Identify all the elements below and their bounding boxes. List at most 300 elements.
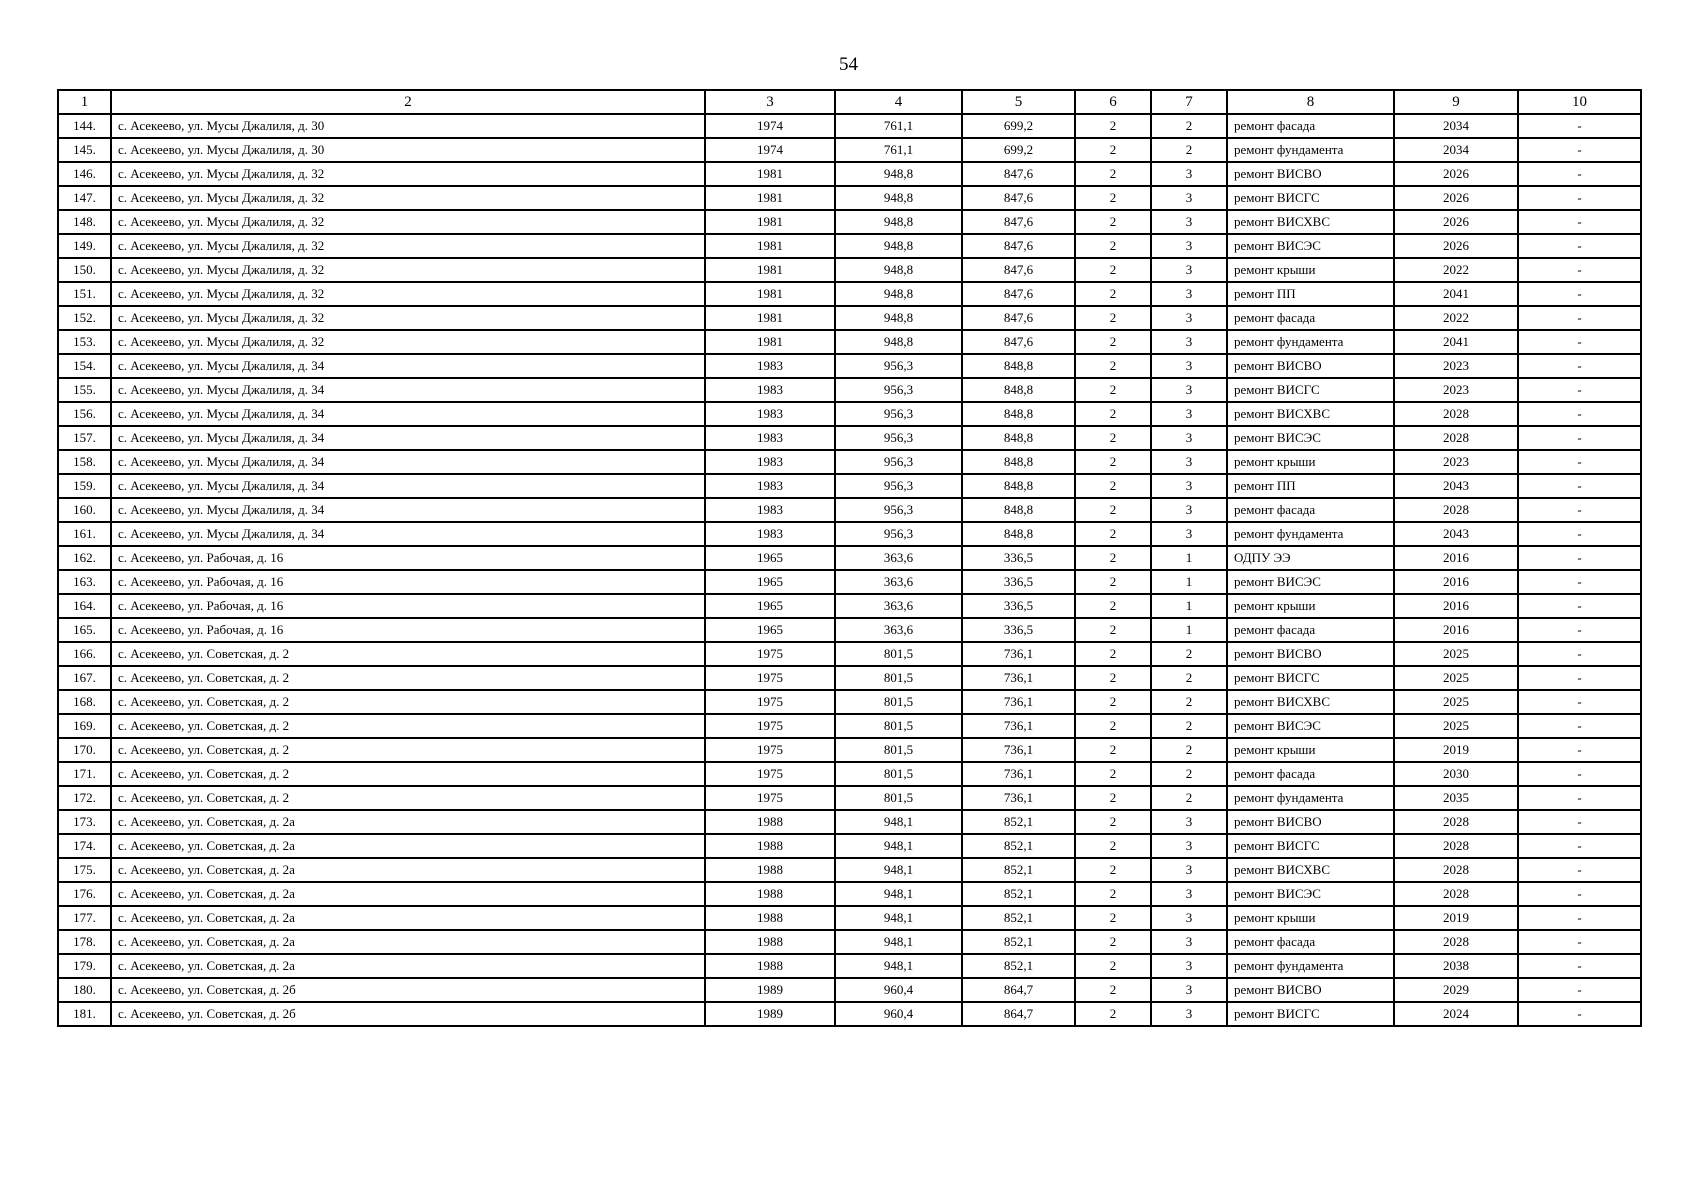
year-built-cell: 1983 (705, 498, 835, 522)
living-area-cell: 847,6 (962, 282, 1075, 306)
total-area-cell: 948,1 (835, 882, 962, 906)
living-area-cell: 699,2 (962, 114, 1075, 138)
row-number-cell: 165. (58, 618, 111, 642)
total-area-cell: 948,1 (835, 858, 962, 882)
planned-year-cell: 2028 (1394, 402, 1518, 426)
year-built-cell: 1975 (705, 786, 835, 810)
note-cell: - (1518, 258, 1641, 282)
living-area-cell: 848,8 (962, 522, 1075, 546)
table-row (58, 666, 1641, 690)
row-number-cell: 178. (58, 930, 111, 954)
living-area-cell: 852,1 (962, 882, 1075, 906)
column-header-8: 8 (1227, 90, 1394, 114)
row-number-cell: 169. (58, 714, 111, 738)
table-row (58, 522, 1641, 546)
planned-year-cell: 2028 (1394, 834, 1518, 858)
column-header-9: 9 (1394, 90, 1518, 114)
entrances-cell: 3 (1151, 474, 1227, 498)
living-area-cell: 736,1 (962, 762, 1075, 786)
work-type-cell: ремонт фундамента (1227, 954, 1394, 978)
address-cell: с. Асекеево, ул. Рабочая, д. 16 (111, 594, 705, 618)
living-area-cell: 336,5 (962, 594, 1075, 618)
floors-cell: 2 (1075, 690, 1151, 714)
total-area-cell: 960,4 (835, 1002, 962, 1026)
entrances-cell: 3 (1151, 1002, 1227, 1026)
note-cell: - (1518, 186, 1641, 210)
total-area-cell: 948,8 (835, 282, 962, 306)
total-area-cell: 956,3 (835, 402, 962, 426)
row-number-cell: 170. (58, 738, 111, 762)
table-row (58, 738, 1641, 762)
entrances-cell: 3 (1151, 954, 1227, 978)
floors-cell: 2 (1075, 930, 1151, 954)
row-number-cell: 150. (58, 258, 111, 282)
planned-year-cell: 2025 (1394, 714, 1518, 738)
note-cell: - (1518, 426, 1641, 450)
column-header-2: 2 (111, 90, 705, 114)
planned-year-cell: 2043 (1394, 474, 1518, 498)
work-type-cell: ремонт ВИСВО (1227, 354, 1394, 378)
planned-year-cell: 2016 (1394, 594, 1518, 618)
address-cell: с. Асекеево, ул. Мусы Джалиля, д. 30 (111, 138, 705, 162)
total-area-cell: 948,8 (835, 186, 962, 210)
floors-cell: 2 (1075, 186, 1151, 210)
floors-cell: 2 (1075, 834, 1151, 858)
row-number-cell: 145. (58, 138, 111, 162)
page-number: 54 (839, 54, 858, 75)
floors-cell: 2 (1075, 450, 1151, 474)
work-type-cell: ремонт ВИСЭС (1227, 426, 1394, 450)
work-type-cell: ремонт фасада (1227, 618, 1394, 642)
floors-cell: 2 (1075, 402, 1151, 426)
column-header-4: 4 (835, 90, 962, 114)
year-built-cell: 1975 (705, 714, 835, 738)
year-built-cell: 1981 (705, 282, 835, 306)
planned-year-cell: 2026 (1394, 162, 1518, 186)
living-area-cell: 852,1 (962, 930, 1075, 954)
year-built-cell: 1988 (705, 858, 835, 882)
year-built-cell: 1965 (705, 594, 835, 618)
address-cell: с. Асекеево, ул. Мусы Джалиля, д. 32 (111, 234, 705, 258)
work-type-cell: ремонт ВИСВО (1227, 162, 1394, 186)
total-area-cell: 948,8 (835, 162, 962, 186)
floors-cell: 2 (1075, 762, 1151, 786)
floors-cell: 2 (1075, 522, 1151, 546)
floors-cell: 2 (1075, 546, 1151, 570)
floors-cell: 2 (1075, 306, 1151, 330)
year-built-cell: 1975 (705, 642, 835, 666)
year-built-cell: 1965 (705, 546, 835, 570)
table-row (58, 282, 1641, 306)
address-cell: с. Асекеево, ул. Мусы Джалиля, д. 34 (111, 450, 705, 474)
floors-cell: 2 (1075, 474, 1151, 498)
living-area-cell: 847,6 (962, 330, 1075, 354)
entrances-cell: 3 (1151, 882, 1227, 906)
data-table (57, 89, 1642, 1027)
planned-year-cell: 2019 (1394, 738, 1518, 762)
row-number-cell: 162. (58, 546, 111, 570)
note-cell: - (1518, 234, 1641, 258)
entrances-cell: 2 (1151, 138, 1227, 162)
entrances-cell: 3 (1151, 186, 1227, 210)
address-cell: с. Асекеево, ул. Советская, д. 2б (111, 1002, 705, 1026)
entrances-cell: 3 (1151, 498, 1227, 522)
planned-year-cell: 2028 (1394, 930, 1518, 954)
entrances-cell: 2 (1151, 762, 1227, 786)
address-cell: с. Асекеево, ул. Советская, д. 2а (111, 906, 705, 930)
address-cell: с. Асекеево, ул. Мусы Джалиля, д. 34 (111, 402, 705, 426)
year-built-cell: 1983 (705, 354, 835, 378)
row-number-cell: 149. (58, 234, 111, 258)
entrances-cell: 2 (1151, 690, 1227, 714)
year-built-cell: 1981 (705, 330, 835, 354)
address-cell: с. Асекеево, ул. Мусы Джалиля, д. 34 (111, 354, 705, 378)
table-row (58, 306, 1641, 330)
year-built-cell: 1988 (705, 882, 835, 906)
living-area-cell: 699,2 (962, 138, 1075, 162)
work-type-cell: ремонт ВИСХВС (1227, 690, 1394, 714)
note-cell: - (1518, 690, 1641, 714)
note-cell: - (1518, 810, 1641, 834)
floors-cell: 2 (1075, 714, 1151, 738)
total-area-cell: 948,8 (835, 234, 962, 258)
entrances-cell: 3 (1151, 522, 1227, 546)
entrances-cell: 3 (1151, 810, 1227, 834)
row-number-cell: 179. (58, 954, 111, 978)
entrances-cell: 2 (1151, 714, 1227, 738)
year-built-cell: 1983 (705, 378, 835, 402)
note-cell: - (1518, 978, 1641, 1002)
work-type-cell: ремонт фасада (1227, 114, 1394, 138)
floors-cell: 2 (1075, 882, 1151, 906)
floors-cell: 2 (1075, 234, 1151, 258)
floors-cell: 2 (1075, 354, 1151, 378)
entrances-cell: 3 (1151, 378, 1227, 402)
row-number-cell: 147. (58, 186, 111, 210)
floors-cell: 2 (1075, 666, 1151, 690)
address-cell: с. Асекеево, ул. Советская, д. 2а (111, 834, 705, 858)
floors-cell: 2 (1075, 738, 1151, 762)
year-built-cell: 1988 (705, 906, 835, 930)
table-row (58, 642, 1641, 666)
column-header-6: 6 (1075, 90, 1151, 114)
table-row (58, 618, 1641, 642)
address-cell: с. Асекеево, ул. Советская, д. 2а (111, 930, 705, 954)
entrances-cell: 3 (1151, 330, 1227, 354)
address-cell: с. Асекеево, ул. Мусы Джалиля, д. 34 (111, 522, 705, 546)
address-cell: с. Асекеево, ул. Советская, д. 2 (111, 690, 705, 714)
year-built-cell: 1981 (705, 258, 835, 282)
living-area-cell: 864,7 (962, 1002, 1075, 1026)
planned-year-cell: 2024 (1394, 1002, 1518, 1026)
row-number-cell: 151. (58, 282, 111, 306)
address-cell: с. Асекеево, ул. Мусы Джалиля, д. 34 (111, 378, 705, 402)
living-area-cell: 848,8 (962, 402, 1075, 426)
note-cell: - (1518, 282, 1641, 306)
entrances-cell: 3 (1151, 834, 1227, 858)
floors-cell: 2 (1075, 810, 1151, 834)
table-row (58, 378, 1641, 402)
year-built-cell: 1981 (705, 234, 835, 258)
floors-cell: 2 (1075, 114, 1151, 138)
floors-cell: 2 (1075, 282, 1151, 306)
address-cell: с. Асекеево, ул. Советская, д. 2 (111, 738, 705, 762)
total-area-cell: 956,3 (835, 426, 962, 450)
floors-cell: 2 (1075, 162, 1151, 186)
year-built-cell: 1975 (705, 762, 835, 786)
column-header-7: 7 (1151, 90, 1227, 114)
total-area-cell: 948,1 (835, 954, 962, 978)
table-row (58, 210, 1641, 234)
work-type-cell: ремонт ПП (1227, 474, 1394, 498)
year-built-cell: 1988 (705, 810, 835, 834)
work-type-cell: ремонт ВИСЭС (1227, 570, 1394, 594)
column-header-5: 5 (962, 90, 1075, 114)
work-type-cell: ремонт фасада (1227, 306, 1394, 330)
living-area-cell: 852,1 (962, 954, 1075, 978)
total-area-cell: 948,1 (835, 810, 962, 834)
table-row (58, 858, 1641, 882)
entrances-cell: 2 (1151, 642, 1227, 666)
table-row (58, 498, 1641, 522)
living-area-cell: 336,5 (962, 570, 1075, 594)
entrances-cell: 3 (1151, 978, 1227, 1002)
row-number-cell: 160. (58, 498, 111, 522)
note-cell: - (1518, 930, 1641, 954)
year-built-cell: 1983 (705, 522, 835, 546)
address-cell: с. Асекеево, ул. Рабочая, д. 16 (111, 546, 705, 570)
floors-cell: 2 (1075, 594, 1151, 618)
work-type-cell: ремонт ВИСЭС (1227, 714, 1394, 738)
total-area-cell: 956,3 (835, 378, 962, 402)
note-cell: - (1518, 570, 1641, 594)
total-area-cell: 948,8 (835, 330, 962, 354)
row-number-cell: 157. (58, 426, 111, 450)
planned-year-cell: 2026 (1394, 210, 1518, 234)
year-built-cell: 1989 (705, 978, 835, 1002)
address-cell: с. Асекеево, ул. Мусы Джалиля, д. 32 (111, 186, 705, 210)
row-number-cell: 158. (58, 450, 111, 474)
entrances-cell: 1 (1151, 570, 1227, 594)
table-row (58, 138, 1641, 162)
entrances-cell: 3 (1151, 258, 1227, 282)
planned-year-cell: 2034 (1394, 114, 1518, 138)
total-area-cell: 956,3 (835, 498, 962, 522)
living-area-cell: 736,1 (962, 642, 1075, 666)
planned-year-cell: 2028 (1394, 498, 1518, 522)
floors-cell: 2 (1075, 906, 1151, 930)
total-area-cell: 801,5 (835, 666, 962, 690)
year-built-cell: 1988 (705, 930, 835, 954)
table-row (58, 186, 1641, 210)
year-built-cell: 1981 (705, 306, 835, 330)
address-cell: с. Асекеево, ул. Мусы Джалиля, д. 34 (111, 498, 705, 522)
planned-year-cell: 2029 (1394, 978, 1518, 1002)
living-area-cell: 847,6 (962, 162, 1075, 186)
planned-year-cell: 2030 (1394, 762, 1518, 786)
entrances-cell: 3 (1151, 354, 1227, 378)
note-cell: - (1518, 882, 1641, 906)
work-type-cell: ремонт фундамента (1227, 330, 1394, 354)
planned-year-cell: 2041 (1394, 282, 1518, 306)
floors-cell: 2 (1075, 498, 1151, 522)
note-cell: - (1518, 210, 1641, 234)
table-row (58, 930, 1641, 954)
total-area-cell: 761,1 (835, 138, 962, 162)
table-row (58, 906, 1641, 930)
year-built-cell: 1983 (705, 402, 835, 426)
entrances-cell: 3 (1151, 306, 1227, 330)
note-cell: - (1518, 594, 1641, 618)
living-area-cell: 847,6 (962, 234, 1075, 258)
address-cell: с. Асекеево, ул. Мусы Джалиля, д. 34 (111, 474, 705, 498)
row-number-cell: 174. (58, 834, 111, 858)
note-cell: - (1518, 354, 1641, 378)
floors-cell: 2 (1075, 978, 1151, 1002)
living-area-cell: 736,1 (962, 786, 1075, 810)
note-cell: - (1518, 378, 1641, 402)
row-number-cell: 161. (58, 522, 111, 546)
note-cell: - (1518, 162, 1641, 186)
table-row (58, 402, 1641, 426)
work-type-cell: ремонт ВИСХВС (1227, 210, 1394, 234)
planned-year-cell: 2025 (1394, 666, 1518, 690)
note-cell: - (1518, 306, 1641, 330)
work-type-cell: ремонт крыши (1227, 594, 1394, 618)
total-area-cell: 363,6 (835, 594, 962, 618)
year-built-cell: 1974 (705, 114, 835, 138)
living-area-cell: 848,8 (962, 450, 1075, 474)
entrances-cell: 3 (1151, 162, 1227, 186)
floors-cell: 2 (1075, 426, 1151, 450)
floors-cell: 2 (1075, 642, 1151, 666)
total-area-cell: 801,5 (835, 762, 962, 786)
entrances-cell: 3 (1151, 450, 1227, 474)
address-cell: с. Асекеево, ул. Советская, д. 2а (111, 882, 705, 906)
row-number-cell: 176. (58, 882, 111, 906)
table-row (58, 1002, 1641, 1026)
entrances-cell: 1 (1151, 594, 1227, 618)
table-row (58, 570, 1641, 594)
year-built-cell: 1981 (705, 210, 835, 234)
total-area-cell: 948,1 (835, 930, 962, 954)
total-area-cell: 801,5 (835, 690, 962, 714)
work-type-cell: ремонт ВИСХВС (1227, 402, 1394, 426)
note-cell: - (1518, 114, 1641, 138)
work-type-cell: ремонт ВИСГС (1227, 186, 1394, 210)
address-cell: с. Асекеево, ул. Мусы Джалиля, д. 32 (111, 282, 705, 306)
floors-cell: 2 (1075, 858, 1151, 882)
planned-year-cell: 2028 (1394, 426, 1518, 450)
table-row (58, 546, 1641, 570)
row-number-cell: 171. (58, 762, 111, 786)
work-type-cell: ремонт ВИСГС (1227, 378, 1394, 402)
planned-year-cell: 2016 (1394, 618, 1518, 642)
entrances-cell: 3 (1151, 210, 1227, 234)
address-cell: с. Асекеево, ул. Советская, д. 2 (111, 714, 705, 738)
column-header-3: 3 (705, 90, 835, 114)
work-type-cell: ремонт ВИСВО (1227, 810, 1394, 834)
row-number-cell: 146. (58, 162, 111, 186)
living-area-cell: 848,8 (962, 498, 1075, 522)
planned-year-cell: 2035 (1394, 786, 1518, 810)
row-number-cell: 153. (58, 330, 111, 354)
year-built-cell: 1975 (705, 738, 835, 762)
total-area-cell: 956,3 (835, 450, 962, 474)
entrances-cell: 1 (1151, 618, 1227, 642)
address-cell: с. Асекеево, ул. Советская, д. 2 (111, 762, 705, 786)
row-number-cell: 177. (58, 906, 111, 930)
note-cell: - (1518, 138, 1641, 162)
year-built-cell: 1983 (705, 474, 835, 498)
row-number-cell: 156. (58, 402, 111, 426)
note-cell: - (1518, 450, 1641, 474)
total-area-cell: 948,1 (835, 906, 962, 930)
living-area-cell: 848,8 (962, 474, 1075, 498)
row-number-cell: 152. (58, 306, 111, 330)
note-cell: - (1518, 546, 1641, 570)
note-cell: - (1518, 1002, 1641, 1026)
planned-year-cell: 2026 (1394, 186, 1518, 210)
table-row (58, 954, 1641, 978)
work-type-cell: ремонт ВИСГС (1227, 666, 1394, 690)
year-built-cell: 1983 (705, 450, 835, 474)
work-type-cell: ремонт фундамента (1227, 522, 1394, 546)
note-cell: - (1518, 618, 1641, 642)
floors-cell: 2 (1075, 258, 1151, 282)
living-area-cell: 736,1 (962, 690, 1075, 714)
work-type-cell: ремонт фасада (1227, 498, 1394, 522)
work-type-cell: ремонт фундамента (1227, 138, 1394, 162)
work-type-cell: ремонт крыши (1227, 450, 1394, 474)
entrances-cell: 2 (1151, 786, 1227, 810)
note-cell: - (1518, 642, 1641, 666)
row-number-cell: 181. (58, 1002, 111, 1026)
living-area-cell: 848,8 (962, 354, 1075, 378)
floors-cell: 2 (1075, 618, 1151, 642)
address-cell: с. Асекеево, ул. Советская, д. 2 (111, 642, 705, 666)
table-row (58, 114, 1641, 138)
floors-cell: 2 (1075, 1002, 1151, 1026)
row-number-cell: 167. (58, 666, 111, 690)
address-cell: с. Асекеево, ул. Мусы Джалиля, д. 32 (111, 306, 705, 330)
table-row (58, 690, 1641, 714)
floors-cell: 2 (1075, 954, 1151, 978)
year-built-cell: 1988 (705, 834, 835, 858)
column-header-1: 1 (58, 90, 111, 114)
planned-year-cell: 2041 (1394, 330, 1518, 354)
entrances-cell: 2 (1151, 114, 1227, 138)
floors-cell: 2 (1075, 786, 1151, 810)
work-type-cell: ремонт крыши (1227, 738, 1394, 762)
table-row (58, 594, 1641, 618)
total-area-cell: 801,5 (835, 714, 962, 738)
total-area-cell: 960,4 (835, 978, 962, 1002)
address-cell: с. Асекеево, ул. Советская, д. 2а (111, 954, 705, 978)
table-row (58, 354, 1641, 378)
total-area-cell: 761,1 (835, 114, 962, 138)
note-cell: - (1518, 906, 1641, 930)
note-cell: - (1518, 402, 1641, 426)
table-row (58, 714, 1641, 738)
planned-year-cell: 2022 (1394, 258, 1518, 282)
floors-cell: 2 (1075, 138, 1151, 162)
total-area-cell: 956,3 (835, 474, 962, 498)
planned-year-cell: 2026 (1394, 234, 1518, 258)
work-type-cell: ремонт крыши (1227, 258, 1394, 282)
address-cell: с. Асекеево, ул. Мусы Джалиля, д. 32 (111, 162, 705, 186)
table-row (58, 882, 1641, 906)
